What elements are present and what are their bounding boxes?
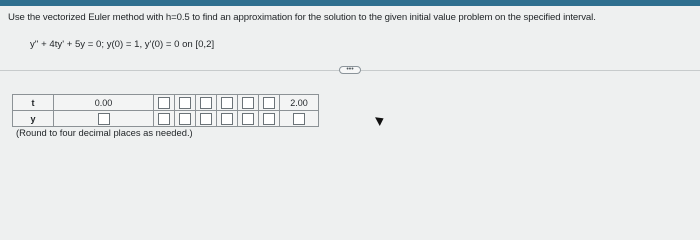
- t-input-cell-6: [259, 95, 280, 111]
- y-input-cell-last: [280, 111, 319, 127]
- y-input-cell-0: [54, 111, 154, 127]
- t-answer-box-2[interactable]: [179, 97, 191, 109]
- y-input-cell-5: [238, 111, 259, 127]
- y-input-cell-6: [259, 111, 280, 127]
- rounding-note: (Round to four decimal places as needed.): [16, 127, 193, 138]
- t-answer-box-4[interactable]: [221, 97, 233, 109]
- t-row-label: t: [13, 95, 54, 111]
- expand-more-button[interactable]: •••: [339, 66, 361, 74]
- y-answer-box-last[interactable]: [293, 113, 305, 125]
- problem-instruction: Use the vectorized Euler method with h=0.5 to find an approximation for the solution to the given initial value problem on the specified interval.: [8, 12, 596, 23]
- t-value-0: 0.00: [54, 95, 154, 111]
- y-answer-box-6[interactable]: [263, 113, 275, 125]
- euler-values-table: [12, 94, 319, 127]
- t-input-cell-1: [154, 95, 175, 111]
- y-answer-box-1[interactable]: [158, 113, 170, 125]
- y-answer-box-2[interactable]: [179, 113, 191, 125]
- y-input-cell-3: [196, 111, 217, 127]
- t-answer-box-6[interactable]: [263, 97, 275, 109]
- y-answer-box-5[interactable]: [242, 113, 254, 125]
- t-input-cell-4: [217, 95, 238, 111]
- y-answer-box-3[interactable]: [200, 113, 212, 125]
- y-row: [13, 111, 319, 127]
- t-input-cell-5: [238, 95, 259, 111]
- y-row-label: y: [13, 111, 54, 127]
- t-answer-box-3[interactable]: [200, 97, 212, 109]
- y-answer-box-4[interactable]: [221, 113, 233, 125]
- t-answer-box-5[interactable]: [242, 97, 254, 109]
- t-row: [13, 95, 319, 111]
- y-input-cell-1: [154, 111, 175, 127]
- t-value-last: 2.00: [280, 95, 319, 111]
- y-input-cell-2: [175, 111, 196, 127]
- t-answer-box-1[interactable]: [158, 97, 170, 109]
- t-input-cell-2: [175, 95, 196, 111]
- t-input-cell-3: [196, 95, 217, 111]
- y-input-cell-4: [217, 111, 238, 127]
- cursor-arrow-icon: [375, 114, 386, 126]
- initial-value-problem: y'' + 4ty' + 5y = 0; y(0) = 1, y'(0) = 0 on [0,2]: [30, 39, 215, 50]
- top-strip: [0, 0, 700, 6]
- y-answer-box-0[interactable]: [98, 113, 110, 125]
